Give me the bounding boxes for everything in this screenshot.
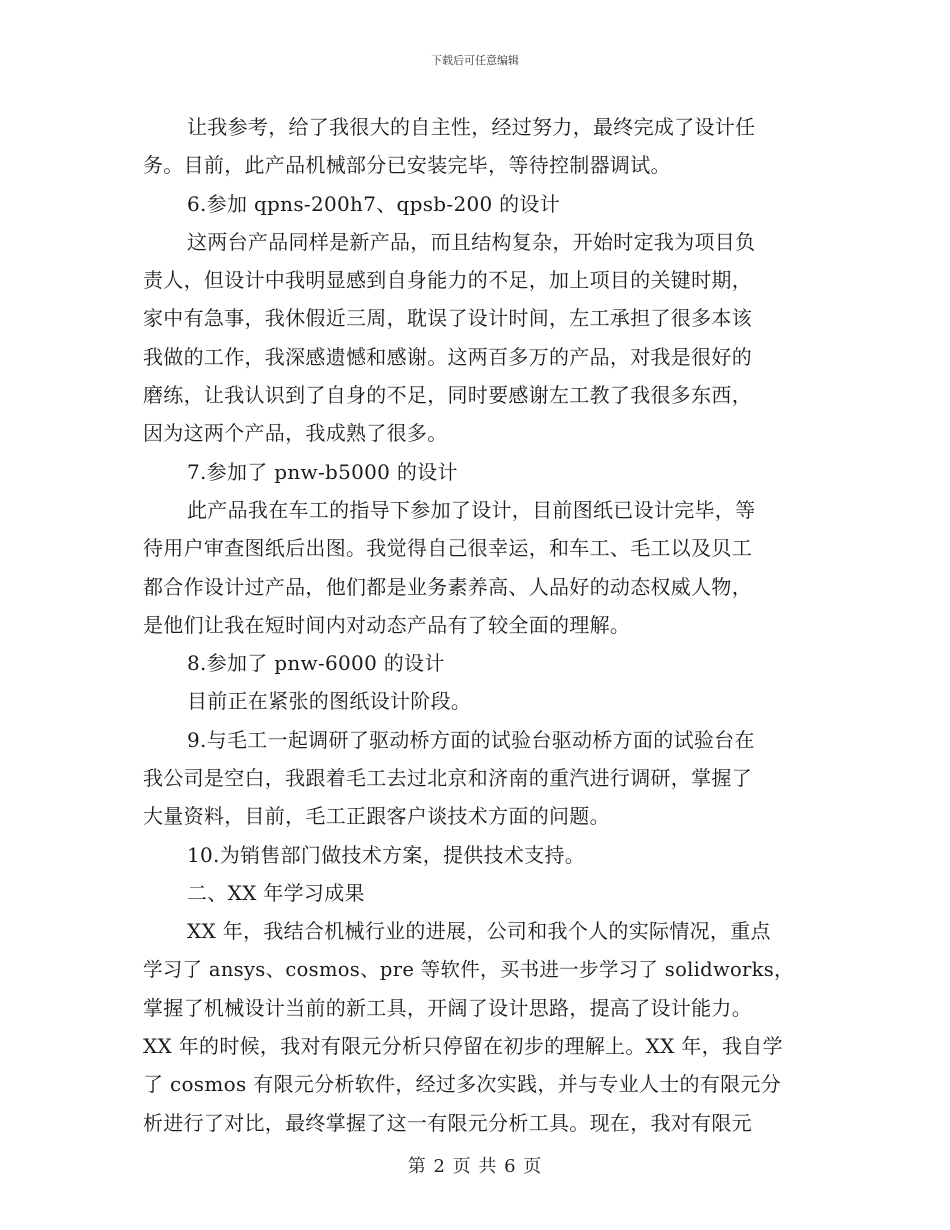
text-line: 因为这两个产品，我成熟了很多。 [143,421,448,446]
text-line: 我公司是空白，我跟着毛工去过北京和济南的重汽进行调研，掌握了 [143,766,752,791]
text-line: 责人，但设计中我明显感到自身能力的不足，加上项目的关键时期， [143,268,752,293]
text-line: 了 cosmos 有限元分析软件，经过多次实践，并与专业人士的有限元分 [143,1072,781,1097]
text-line: XX 年，我结合机械行业的进展，公司和我个人的实际情况，重点 [187,919,771,944]
page-footer: 第 2 页 共 6 页 [407,1156,543,1177]
text-line: 此产品我在车工的指导下参加了设计，目前图纸已设计完毕，等 [187,497,756,522]
text-line: 学习了 ansys、cosmos、pre 等软件，买书进一步学习了 solidworks， [143,957,794,981]
text-line: 二、XX 年学习成果 [187,880,365,905]
text-line: 10.为销售部门做技术方案，提供技术支持。 [187,842,586,867]
text-line: 是他们让我在短时间内对动态产品有了较全面的理解。 [143,612,631,637]
page-header: 下载后可任意编辑 [431,54,519,67]
text-line: 这两台产品同样是新产品，而且结构复杂，开始时定我为项目负 [187,229,756,254]
text-line: 待用户审查图纸后出图。我觉得自己很幸运，和车工、毛工以及贝工 [143,536,752,561]
text-line: 9.与毛工一起调研了驱动桥方面的试验台驱动桥方面的试验台在 [187,727,755,752]
text-line: 我做的工作，我深感遗憾和感谢。这两百多万的产品，对我是很好的 [143,344,752,369]
text-line: 7.参加了 pnw-b5000 的设计 [187,459,458,484]
text-line: 务。目前，此产品机械部分已安装完毕，等待控制器调试。 [143,153,671,178]
text-line: 8.参加了 pnw-6000 的设计 [187,651,445,676]
text-line: 都合作设计过产品，他们都是业务素养高、人品好的动态权威人物， [143,574,752,599]
text-line: 让我参考，给了我很大的自主性，经过努力，最终完成了设计任 [187,115,756,139]
text-line: 磨练，让我认识到了自身的不足，同时要感谢左工教了我很多东西， [143,383,752,408]
text-line: 6.参加 qpns-200h7、qpsb-200 的设计 [187,191,561,216]
text-line: 析进行了对比，最终掌握了这一有限元分析工具。现在，我对有限元 [143,1110,752,1135]
text-line: 家中有急事，我休假近三周，耽误了设计时间，左工承担了很多本该 [143,306,752,331]
document-body [143,108,803,1142]
text-line: 大量资料，目前，毛工正跟客户谈技术方面的问题。 [143,804,610,829]
text-line: 目前正在紧张的图纸设计阶段。 [187,689,472,714]
text-line: XX 年的时候，我对有限元分析只停留在初步的理解上。XX 年，我自学 [143,1034,783,1059]
text-line: 掌握了机械设计当前的新工具，开阔了设计思路，提高了设计能力。 [143,995,752,1020]
